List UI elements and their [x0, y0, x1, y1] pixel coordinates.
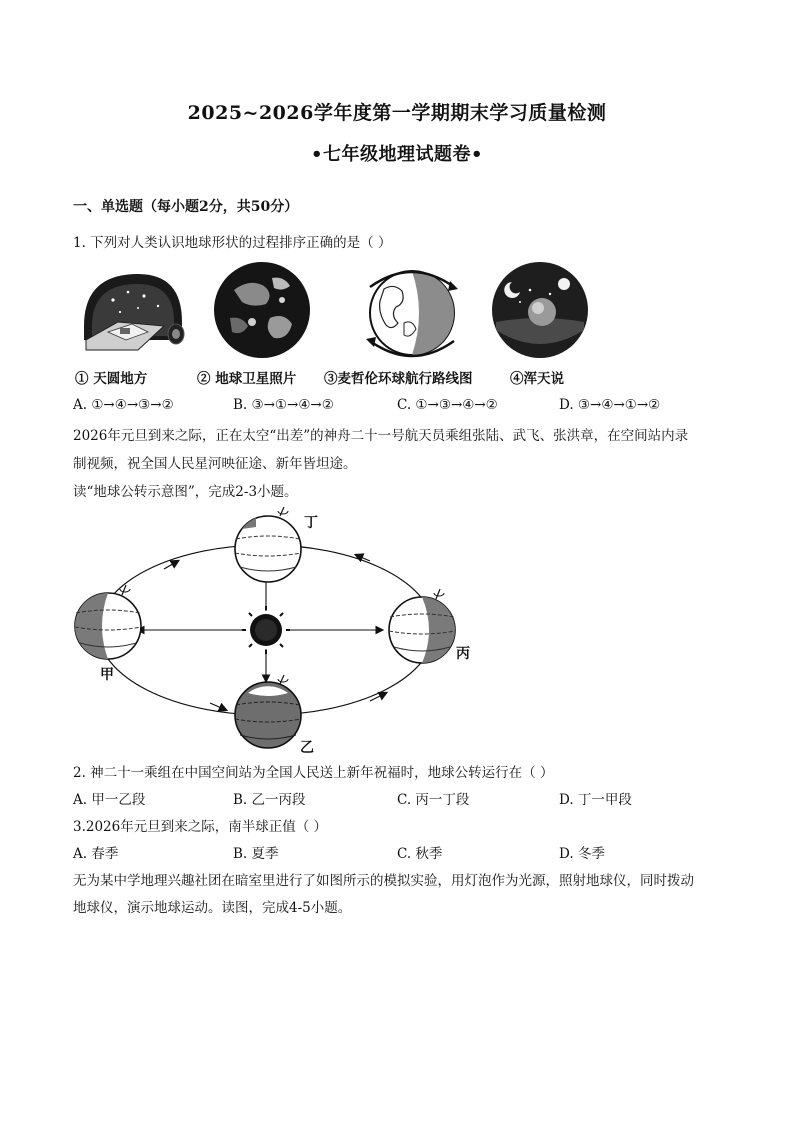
dome-illustration: [78, 266, 188, 358]
orbit-arrow-lower-left: [210, 703, 226, 710]
earth-position-jia: [75, 585, 141, 659]
sun-icon: [242, 606, 290, 654]
label-bing: 丙: [456, 646, 470, 662]
passage-2-line-1: 无为某中学地理兴趣社团在暗室里进行了如图所示的模拟实验，用灯泡作为光源，照射地球仪，同时拨动: [73, 873, 694, 889]
caption-4: ④浑天说: [510, 371, 564, 387]
magellan-route-map: [360, 263, 464, 361]
section-heading: 一、单选题（每小题2分，共50分）: [73, 199, 299, 215]
option-b[interactable]: B. 乙一丙段: [233, 792, 306, 808]
satellite-earth-photo: [212, 260, 312, 360]
option-d[interactable]: D. 冬季: [559, 846, 605, 862]
earth-position-bing: [389, 589, 455, 663]
label-jia: 甲: [100, 667, 114, 683]
option-d[interactable]: D. ③→④→①→②: [559, 397, 661, 413]
option-a[interactable]: A. 春季: [73, 846, 119, 862]
orbit-arrow-lower-right: [370, 693, 386, 701]
question-3-options: [73, 842, 713, 860]
question-1-options: [73, 397, 713, 415]
option-d[interactable]: D. 丁一甲段: [559, 792, 632, 808]
passage-2-line-2: 地球仪，演示地球运动。读图，完成4-5小题。: [73, 900, 352, 916]
label-ding: 丁: [304, 515, 318, 531]
caption-1: ① 天圆地方: [75, 371, 148, 387]
caption-2: ② 地球卫星照片: [197, 371, 297, 387]
option-c[interactable]: C. 丙一丁段: [397, 792, 470, 808]
option-c[interactable]: C. 秋季: [397, 846, 443, 862]
question-2-stem: 2. 神二十一乘组在中国空间站为全国人民送上新年祝福时，地球公转运行在（ ）: [73, 765, 554, 781]
earth-position-yi: [235, 675, 301, 748]
passage-1-line-2: 制视频，祝全国人民星河映征途、新年皆坦途。: [73, 456, 357, 472]
option-c[interactable]: C. ①→③→④→②: [397, 397, 498, 413]
option-a[interactable]: A. ①→④→③→②: [73, 397, 174, 413]
option-b[interactable]: B. ③→①→④→②: [233, 397, 334, 413]
option-b[interactable]: B. 夏季: [233, 846, 279, 862]
earth-position-ding: [235, 507, 301, 582]
question-1-stem: 1. 下列对人类认识地球形状的过程排序正确的是（ ）: [73, 235, 392, 251]
option-a[interactable]: A. 甲一乙段: [73, 792, 146, 808]
armillary-theory-illustration: [490, 260, 590, 360]
question-3-stem: 3.2026年元旦到来之际，南半球正值（ ）: [73, 819, 328, 835]
earth-revolution-diagram: [70, 503, 490, 758]
exam-title: 2025~2026学年度第一学期期末学习质量检测: [187, 102, 607, 124]
caption-3: ③麦哲伦环球航行路线图: [324, 371, 473, 387]
passage-1-line-1: 2026年元旦到来之际，正在太空“出差”的神舟二十一号航天员乘组张陆、武飞、张洪章，在空间站内录: [73, 428, 689, 444]
question-2-options: [73, 788, 713, 806]
exam-subtitle: •七年级地理试题卷•: [310, 144, 483, 165]
passage-1-line-3: 读“地球公转示意图”，完成2-3小题。: [73, 484, 298, 500]
label-yi: 乙: [300, 740, 314, 756]
